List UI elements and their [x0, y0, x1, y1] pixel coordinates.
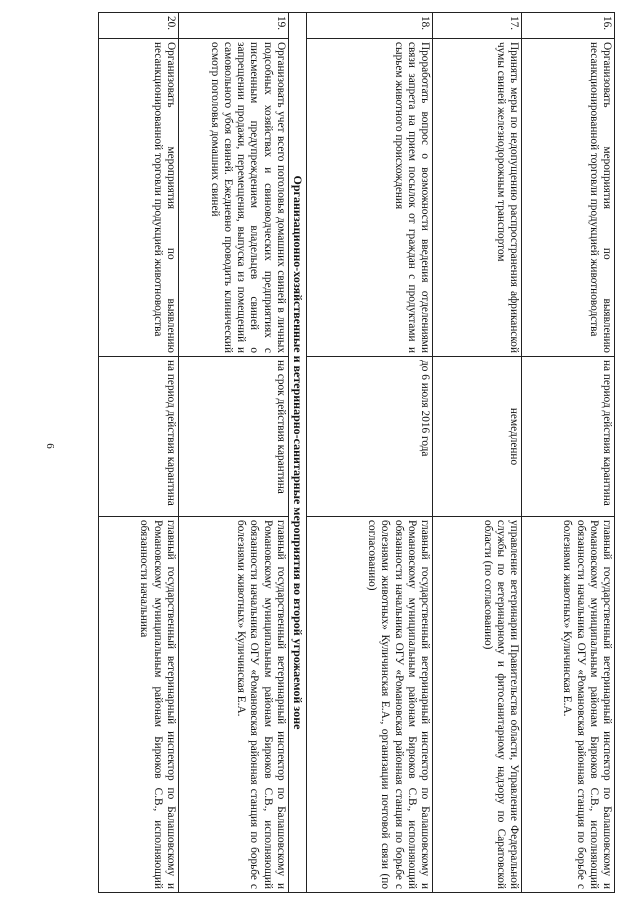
table-row — [307, 13, 433, 893]
deadline-cell: на период действия карантина — [522, 357, 615, 517]
responsible-cell: главный государственный ветеринарный инспектор по Балашовскому и Романовскому муниципальным районам Бирюков С.В., исполняющий обязанности начальника ОГУ «Романовская районная станция по борьбе с болезнями животных» Куличинская Е.А. — [522, 517, 615, 893]
table-row — [178, 13, 288, 893]
measure-cell: Организовать мероприятия по выявлению несанкционированной торговли продукцией животноводства — [98, 39, 178, 357]
row-number: 16. — [522, 13, 615, 39]
responsible-cell: главный государственный ветеринарный инспектор по Балашовскому и Романовскому муниципальным районам Бирюков С.В., исполняющий обязанности начальника ОГУ «Романовская районная станция по борьбе с болезнями животных» Куличинская Е.А., организации почтовой связи (по согласованию) — [307, 517, 433, 893]
section-header-row — [288, 13, 306, 893]
document-page — [88, 12, 625, 907]
measure-cell: Проработать вопрос о возможности введения отделениями связи запрета на прием посылок от граждан с продуктами и сырьем животного происхождения — [307, 39, 433, 357]
deadline-cell: немедленно — [433, 357, 522, 517]
row-number: 20. — [98, 13, 178, 39]
rotated-table-container — [88, 12, 615, 892]
responsible-cell: главный государственный ветеринарный инспектор по Балашовскому и Романовскому муниципальным районам Бирюков С.В., исполняющий обязанности начальника ОГУ «Романовская районная станция по борьбе с болезнями животных» Куличинская Е.А. — [178, 517, 288, 893]
section-title: Организационно-хозяйственные и ветеринарно-санитарные мероприятия во второй угрожаемой зоне — [288, 13, 306, 893]
deadline-cell: на период действия карантина — [98, 357, 178, 517]
table-row — [98, 13, 178, 893]
table-row — [522, 13, 615, 893]
measure-cell: Организовать учет всего поголовья домашних свиней в личных подсобных хозяйствах и свиноводческих предприятиях с письменным предупреждением владельцев свиней о запрещении продажи, перемещения, выпуска из помещений и самовольного убоя свиней. Ежедневно проводить клинический осмотр поголовья домашних свиней — [178, 39, 288, 357]
measure-cell: Организовать мероприятия по выявлению несанкционированной торговли продукцией животноводства — [522, 39, 615, 357]
row-number: 19. — [178, 13, 288, 39]
measures-table — [98, 12, 615, 893]
measure-cell: Принять меры по недопущению распространения африканской чумы свиней железнодорожным транспортом — [433, 39, 522, 357]
deadline-cell: до 6 июля 2016 года — [307, 357, 433, 517]
responsible-cell: главный государственный ветеринарный инспектор по Балашовскому и Романовскому муниципальным районам Бирюков С.В., исполняющий обязанности начальника — [98, 517, 178, 893]
responsible-cell: управление ветеринарии Правительства области, Управление Федеральной службы по ветеринарному и фитосанитарному надзору по Саратовской области (по согласованию) — [433, 517, 522, 893]
row-number: 17. — [433, 13, 522, 39]
row-number: 18. — [307, 13, 433, 39]
page-number: 6 — [44, 443, 56, 449]
table-row — [433, 13, 522, 893]
deadline-cell: на срок действия карантина — [178, 357, 288, 517]
